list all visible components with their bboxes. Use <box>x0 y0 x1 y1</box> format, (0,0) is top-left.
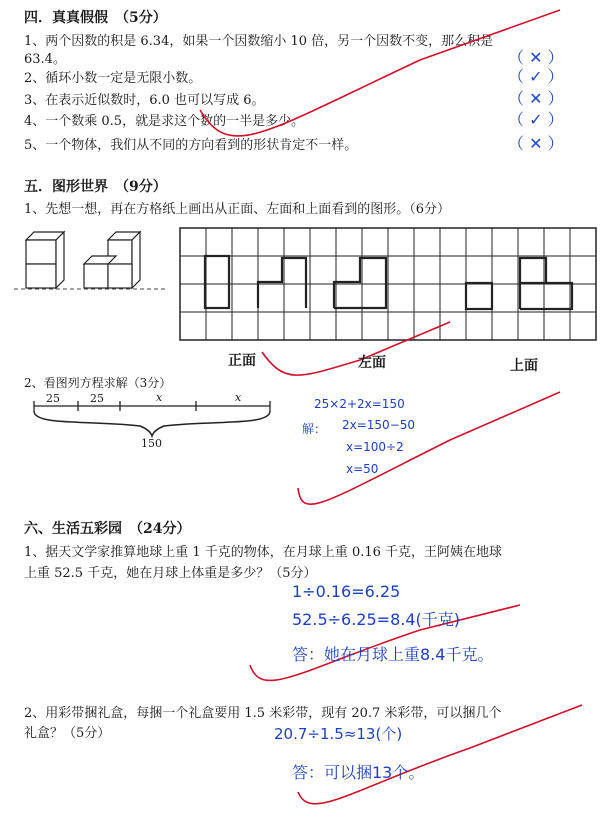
judge-mark-2: （ ✓ ） <box>508 67 564 86</box>
question-5-2: 2、看图列方程求解（3分） <box>24 376 172 390</box>
question-6-2-line2: 礼盒？（5分） <box>24 726 111 741</box>
question-5-1: 1、先想一想，再在方格纸上画出从正面、左面和上面看到的图形。（6分） <box>24 202 451 217</box>
question-4-2: 2、循环小数一定是无限小数。 <box>24 71 202 86</box>
section-5-title: 五．图形世界 （9分） <box>24 179 167 195</box>
view-label-front: 正面 <box>228 353 256 369</box>
judge-mark-5: （ ✕ ） <box>508 134 564 153</box>
front-view-drawing <box>205 256 229 308</box>
question-4-1-line1: 1、两个因数的积是 6.34，如果一个因数缩小 10 倍，另一个因数不变，那么积是 <box>24 34 494 49</box>
handwritten-solve-label: 解： <box>302 422 327 436</box>
question-6-2-line1: 2、用彩带捆礼盒，每捆一个礼盒要用 1.5 米彩带，现有 20.7 米彩带，可以捆几个 <box>24 706 502 721</box>
handwritten-6-1-step1: 1÷0.16=6.25 <box>292 582 401 601</box>
top-view-drawing <box>466 258 572 309</box>
handwritten-6-1-answer: 答：她在月球上重8.4千克。 <box>292 645 494 664</box>
question-4-3: 3、在表示近似数时，6.0 也可以写成 6。 <box>24 93 265 108</box>
segment-label-3: x <box>156 391 163 404</box>
red-check-grid <box>262 322 450 375</box>
section-4-title: 四．真真假假 （5分） <box>24 10 167 26</box>
red-check-section4 <box>200 10 560 136</box>
question-6-1-line1: 1、据天文学家推算地球上重 1 千克的物体，在月球上重 0.16 千克，王阿姨在地球 <box>24 545 503 560</box>
handwritten-step-3: x=50 <box>346 462 379 476</box>
question-4-4: 4、一个数乘 0.5，就是求这个数的一半是多少。 <box>24 114 305 129</box>
segment-label-1: 25 <box>46 392 60 405</box>
cube-figure-2 <box>84 232 140 288</box>
question-4-5: 5、一个物体，我们从不同的方向看到的形状肯定不一样。 <box>24 138 358 153</box>
segment-label-4: x <box>235 391 242 404</box>
view-label-top: 上面 <box>510 358 538 374</box>
view-label-left: 左面 <box>358 355 386 371</box>
question-6-1-line2: 上重 52.5 千克，她在月球上体重是多少？（5分） <box>24 566 317 581</box>
section-6-title: 六、生活五彩园 （24分） <box>24 521 191 537</box>
handwritten-6-2-answer: 答：可以捆13个。 <box>292 763 425 782</box>
handwritten-6-2-step: 20.7÷1.5≈13(个) <box>274 725 403 743</box>
judge-mark-1: （ ✕ ） <box>508 48 564 67</box>
segment-diagram <box>34 401 270 436</box>
cube-figure-1 <box>26 232 64 288</box>
left-view-drawing <box>258 258 386 308</box>
segment-total: 150 <box>141 437 162 450</box>
handwritten-step-1: 2x=150−50 <box>342 418 416 432</box>
handwritten-step-2: x=100÷2 <box>346 440 404 454</box>
judge-mark-4: （ ✓ ） <box>508 110 564 129</box>
handwritten-equation: 25×2+2x=150 <box>314 397 405 411</box>
handwritten-6-1-step2: 52.5÷6.25=8.4(千克) <box>292 610 460 629</box>
judge-mark-3: （ ✕ ） <box>508 89 564 108</box>
question-4-1-line2: 63.4。 <box>24 52 66 67</box>
segment-label-2: 25 <box>90 392 104 405</box>
